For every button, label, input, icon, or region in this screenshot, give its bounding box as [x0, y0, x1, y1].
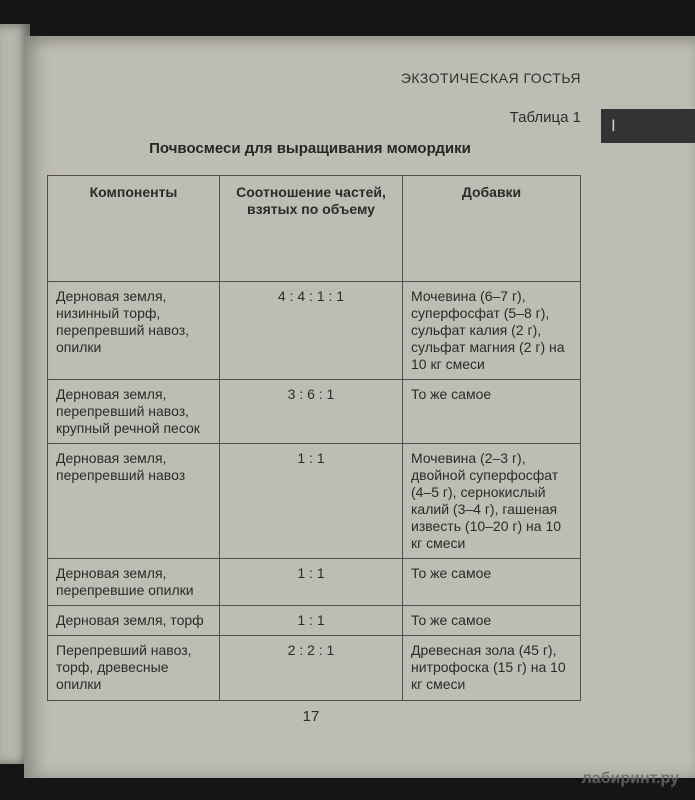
table-row	[48, 606, 581, 636]
header-additives: Добавки	[403, 176, 581, 282]
running-header: ЭКЗОТИЧЕСКАЯ ГОСТЬЯ	[400, 70, 581, 86]
page-number: 17	[302, 708, 320, 725]
cell-ratio: 3 : 6 : 1	[220, 380, 403, 444]
cell-additives: Древесная зола (45 г), нитрофоска (15 г) на 10 кг смеси	[403, 636, 581, 701]
cell-ratio: 1 : 1	[220, 444, 403, 559]
cell-additives: То же самое	[403, 380, 581, 444]
table-row	[48, 636, 581, 701]
chapter-tab: I	[601, 109, 695, 143]
table-row	[48, 559, 581, 606]
soil-mix-table	[47, 175, 581, 701]
cell-ratio: 2 : 2 : 1	[220, 636, 403, 701]
cell-components: Дерновая земля, перепревший навоз	[48, 444, 220, 559]
cell-components: Дерновая земля, низинный торф, перепревший навоз, опилки	[48, 282, 220, 380]
cell-components: Дерновая земля, торф	[48, 606, 220, 636]
cell-additives: То же самое	[403, 606, 581, 636]
header-components: Компоненты	[48, 176, 220, 282]
cell-ratio: 1 : 1	[220, 559, 403, 606]
cell-ratio: 1 : 1	[220, 606, 403, 636]
table-row	[48, 444, 581, 559]
table-title: Почвосмеси для выращивания момордики	[149, 140, 471, 157]
table-row	[48, 380, 581, 444]
cell-additives: Мочевина (6–7 г), суперфосфат (5–8 г), сульфат калия (2 г), сульфат магния (2 г) на 10 кг смеси	[403, 282, 581, 380]
watermark-logo: лабиринт.ру	[581, 770, 679, 787]
cell-additives: Мочевина (2–3 г), двойной суперфосфат (4–5 г), сернокислый калий (3–4 г), гашеная известь (10–20 г) на 10 кг смеси	[403, 444, 581, 559]
cell-additives: То же самое	[403, 559, 581, 606]
table-row	[48, 282, 581, 380]
table-number: Таблица 1	[509, 109, 581, 126]
header-ratio: Соотношение частей, взятых по объему	[220, 176, 403, 282]
cell-components: Перепревший навоз, торф, древесные опилки	[48, 636, 220, 701]
cell-components: Дерновая земля, перепревший навоз, крупный речной песок	[48, 380, 220, 444]
table-header-row	[48, 176, 581, 282]
cell-ratio: 4 : 4 : 1 : 1	[220, 282, 403, 380]
cell-components: Дерновая земля, перепревшие опилки	[48, 559, 220, 606]
